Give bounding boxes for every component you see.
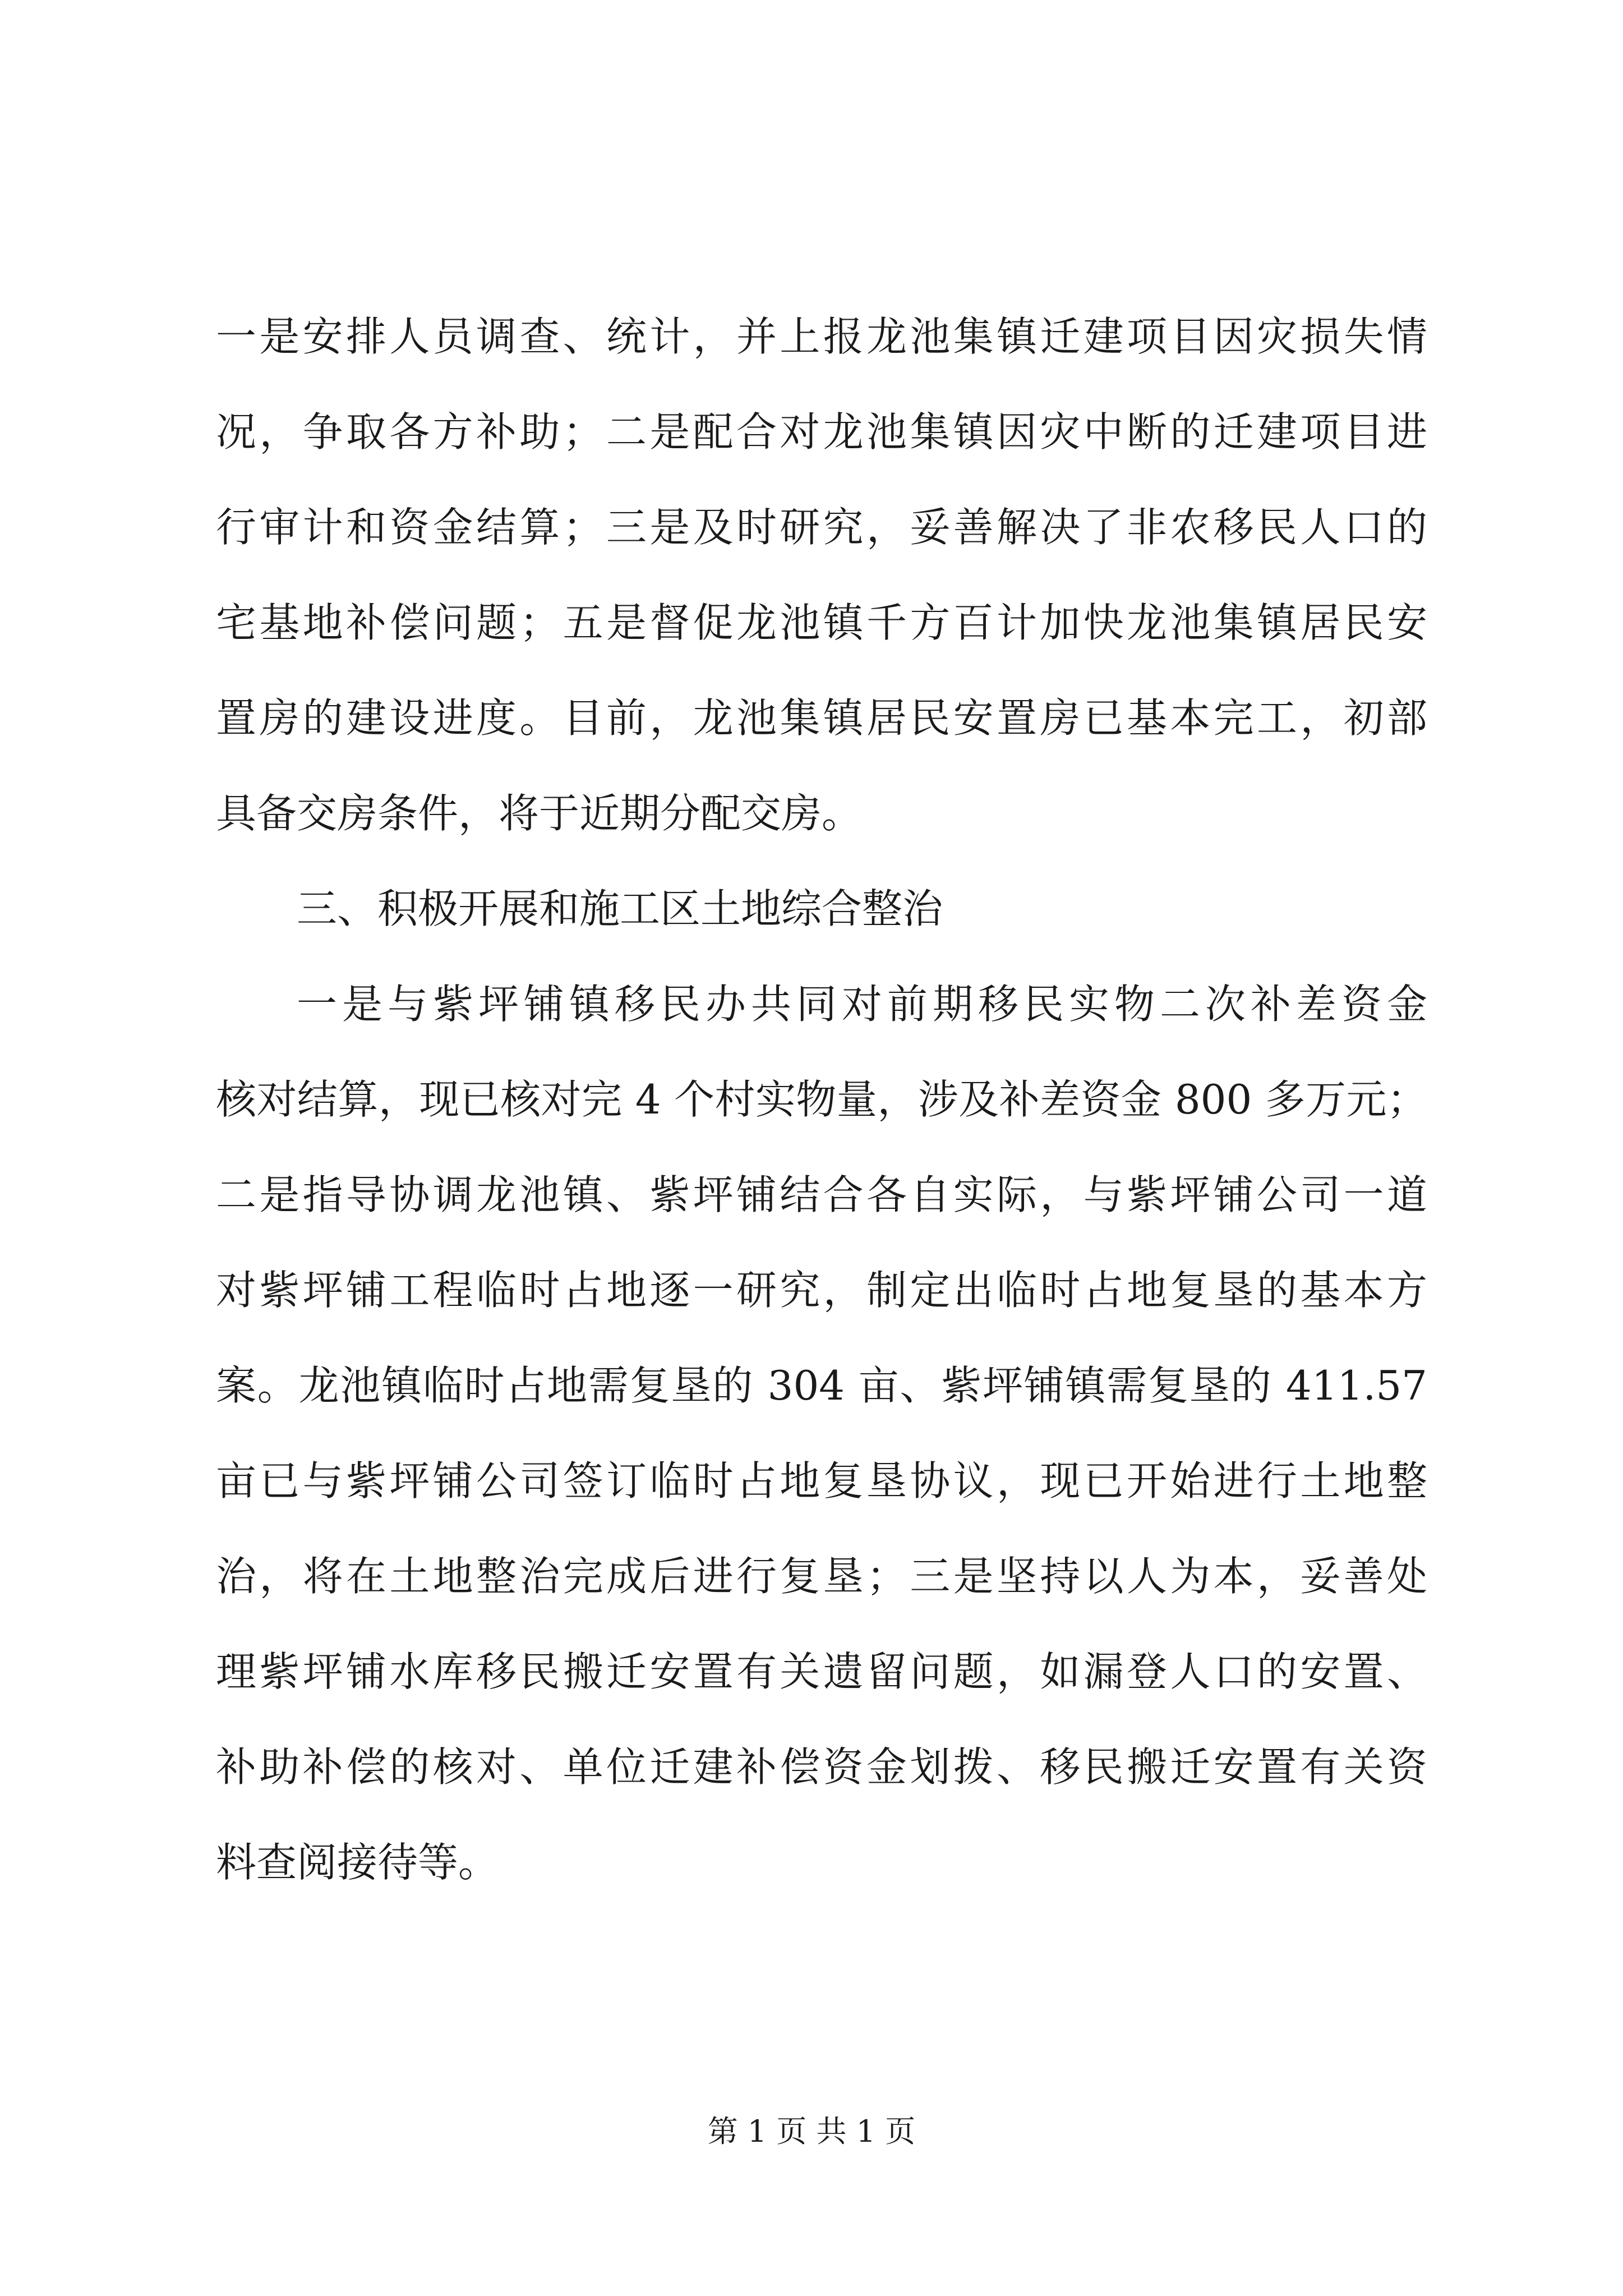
text-line: 理紫坪铺水库移民搬迁安置有关遗留问题，如漏登人口的安置、 [216,1648,1427,1695]
page-footer: 第 1 页 共 1 页 [707,2114,916,2149]
text-line: 治，将在土地整治完成后进行复垦；三是坚持以人为本，妥善处 [216,1553,1427,1600]
text-line: 案。龙池镇临时占地需复垦的 304 亩、紫坪铺镇需复垦的 411.57 [216,1362,1427,1409]
text-line: 具备交房条件，将于近期分配交房。 [216,790,863,837]
document-body [216,289,1427,1910]
text-line: 行审计和资金结算；三是及时研究，妥善解决了非农移民人口的 [216,504,1427,551]
text-line: 一是安排人员调查、统计，并上报龙池集镇迁建项目因灾损失情 [216,313,1427,360]
text-line: 料查阅接待等。 [216,1839,499,1886]
text-line: 亩已与紫坪铺公司签订临时占地复垦协议，现已开始进行土地整 [216,1457,1427,1504]
text-line: 二是指导协调龙池镇、紫坪铺结合各自实际，与紫坪铺公司一道 [216,1171,1427,1218]
text-line: 补助补偿的核对、单位迁建补偿资金划拨、移民搬迁安置有关资 [216,1743,1427,1791]
text-line: 对紫坪铺工程临时占地逐一研究，制定出临时占地复垦的基本方 [216,1267,1427,1314]
section-heading: 三、积极开展和施工区土地综合整治 [297,885,943,932]
text-line: 况，争取各方补助；二是配合对龙池集镇因灾中断的迁建项目进 [216,408,1427,455]
text-line: 宅基地补偿问题；五是督促龙池镇千方百计加快龙池集镇居民安 [216,599,1427,646]
paragraph-land-consolidation [216,956,1427,1910]
text-line: 置房的建设进度。目前，龙池集镇居民安置房已基本完工，初部 [216,694,1427,742]
paragraph-resettlement-housing [216,289,1427,861]
text-line: 核对结算，现已核对完 4 个村实物量，涉及补差资金 800 多万元； [216,1076,1427,1123]
text-line: 一是与紫坪铺镇移民办共同对前期移民实物二次补差资金 [297,981,1427,1028]
